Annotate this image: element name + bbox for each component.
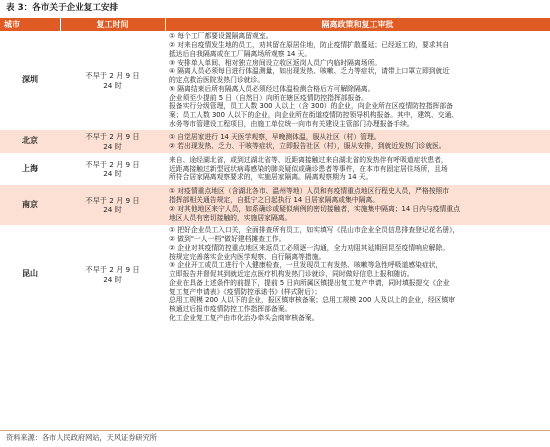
time-line: 不早于 2 月 9 日 bbox=[85, 159, 140, 169]
header-time: 复工时间 bbox=[60, 18, 165, 32]
policy-line: 核通过后报市疫情防控工作指挥部备案。 bbox=[169, 305, 292, 314]
table-bottom-rule bbox=[0, 430, 550, 431]
policy-line: 复工复产申请表》《疫情防控承诺书》(样式附后）； bbox=[169, 287, 322, 296]
table-row-nanjing bbox=[0, 185, 550, 226]
policy-cell bbox=[165, 226, 550, 324]
policy-line: 企业须至少提前 5 日（自然日）向所在辖区疫情防控指挥部报备。 bbox=[169, 93, 368, 102]
city-cell: 深圳 bbox=[0, 32, 60, 130]
policy-line: ① 把好企业员工入口关，全面排查所有员工，如实填写《昆山市企业全员信息排查登记花名册》， bbox=[169, 226, 460, 235]
policy-line: ④ 隔离人员必须每日进行体温测量，如出现发热、咳嗽、乏力等症状，请带上口罩立即到就近 bbox=[169, 67, 450, 76]
policy-line: 企业在具备上述条件的前提下，提前 5 日向所属区镇提出复工复产申请，同时填报提交《企业 bbox=[169, 278, 450, 287]
policy-line: ② 对来自疫情发生地的员工，劝其留在原居住地，防止疫情扩散蔓延；已经返工的，要求其自 bbox=[169, 40, 450, 49]
policy-table bbox=[0, 18, 550, 324]
policy-line: ② 若出现发热、乏力、干咳等症状，立即报告社区（村），服从安排，到就近发热门诊就医。 bbox=[169, 141, 446, 150]
table-caption: 表 3：各市关于企业复工安排 bbox=[6, 3, 119, 13]
policy-line: 化工企业复工复产由市化治办牵头会商审核备案。 bbox=[169, 314, 319, 323]
policy-line: 指挥部相关通告规定，自抵宁之日起执行 14 日居家隔离或集中隔离。 bbox=[169, 196, 380, 205]
policy-cell bbox=[165, 32, 550, 130]
policy-line: 的定点救治医院发热门诊就诊。 bbox=[169, 76, 265, 85]
table-row-beijing bbox=[0, 130, 550, 154]
header-policy: 隔离政策和复工审批 bbox=[165, 18, 550, 32]
policy-line: ② 企业对其疫情防控重点地区来返员工必须逐一沟通，全力劝阻其延期回昆至疫情响应解除。 bbox=[169, 243, 450, 252]
time-cell bbox=[60, 226, 165, 324]
time-line: 24 时 bbox=[103, 169, 122, 178]
policy-line: 抵达后自我隔离或在工厂隔离场所观察 14 天。 bbox=[169, 49, 312, 58]
policy-line: ① 自觉居家进行 14 天医学观察，早晚测体温，服从社区（村）管理。 bbox=[169, 132, 381, 141]
policy-line: 所符合居家隔离观察要求的，实施居家隔离。隔离观察期为 14 天。 bbox=[169, 173, 373, 182]
policy-line: ⑤ 隔离结束后所有隔离人员必须经过体温检测合格后方可解除隔离。 bbox=[169, 84, 375, 93]
table-header-row bbox=[0, 18, 550, 32]
policy-line: ① 每个工厂都要设置隔离留观室。 bbox=[169, 32, 273, 41]
policy-cell bbox=[165, 185, 550, 226]
table-row-shenzhen bbox=[0, 32, 550, 130]
time-cell bbox=[60, 185, 165, 226]
time-line: 24 时 bbox=[103, 80, 122, 90]
policy-line: ① 对疫情重点地区（含湖北各市、温州等地）人员和有疫情重点地区行程史人员，严格按照市 bbox=[169, 187, 450, 196]
time-cell bbox=[60, 32, 165, 130]
time-line: 不早于 2 月 9 日 bbox=[85, 265, 140, 275]
policy-line: ③ 企业开工或员工进行个人健康检查，一旦发现员工有发热、咳嗽等急性呼吸道感染症状， bbox=[169, 261, 443, 270]
table-row-kunshan bbox=[0, 226, 550, 324]
policy-line: ② 对其他地区来宁人员，如系确诊或疑似病例的密切接触者，实施集中隔离；14 日内与疫情重点 bbox=[169, 205, 460, 213]
policy-line: 按规定完善落实企业内医学观察、自行隔离等措施。 bbox=[169, 252, 326, 261]
policy-line: 案；员工人数 300 人以下的企业，向企业所在街道疫情防控领导机构报备。其中，建筑、交通、 bbox=[169, 111, 459, 120]
time-line: 24 时 bbox=[103, 141, 122, 151]
policy-line: 来自、途经湖北省，或到过湖北省等、近距离接触过来自湖北省的发热伴有呼吸道症状患者， bbox=[169, 155, 448, 164]
header-city: 城市 bbox=[0, 18, 60, 32]
city-cell: 南京 bbox=[0, 185, 60, 226]
city-cell: 昆山 bbox=[0, 226, 60, 324]
table-row-shanghai bbox=[0, 154, 550, 185]
time-cell bbox=[60, 130, 165, 154]
policy-line: 总用工规模 200 人以下的企业，报区镇审核备案；总用工规模 200 人及以上的企业，经区镇审 bbox=[169, 296, 456, 305]
time-line: 24 时 bbox=[103, 274, 122, 284]
policy-line: 水务等市管建设工程项目，由施工单位统一向市有关建设主管部门办理报备手续。 bbox=[169, 120, 414, 129]
time-line: 不早于 2 月 9 日 bbox=[85, 132, 140, 142]
policy-cell bbox=[165, 130, 550, 154]
time-line: 不早于 2 月 9 日 bbox=[85, 71, 140, 81]
policy-line: 立即报告并督促其到就近定点医疗机构发热门诊就诊，同时做好信息上报和随访。 bbox=[169, 270, 414, 279]
policy-cell bbox=[165, 154, 550, 185]
city-cell: 北京 bbox=[0, 130, 60, 154]
policy-line: ③ 安排单人单间、相对独立房间设立收区返岗人员广内临时隔离场所。 bbox=[169, 58, 382, 67]
time-line: 24 时 bbox=[103, 205, 122, 214]
time-line: 不早于 2 月 9 日 bbox=[85, 195, 140, 205]
time-cell bbox=[60, 154, 165, 185]
policy-line: 报备实行分级管理，员工人数 300 人以上（含 300）的企业，向企业所在区疫情防控指挥部备 bbox=[169, 102, 453, 111]
policy-line: 地区人员有密切接触的，实施居家隔离。 bbox=[169, 213, 292, 222]
policy-line: 近距离接触过新型冠状病毒感染的肺炎疑似或确诊患者等事件，在本市有固定居住场所，且场 bbox=[169, 164, 448, 173]
city-cell: 上海 bbox=[0, 154, 60, 185]
policy-line: ② 做到"一人一档"做好建档摊查工作。 bbox=[169, 234, 286, 243]
source-note: 资料来源：各市人民政府网站，天风证券研究所 bbox=[6, 433, 157, 442]
